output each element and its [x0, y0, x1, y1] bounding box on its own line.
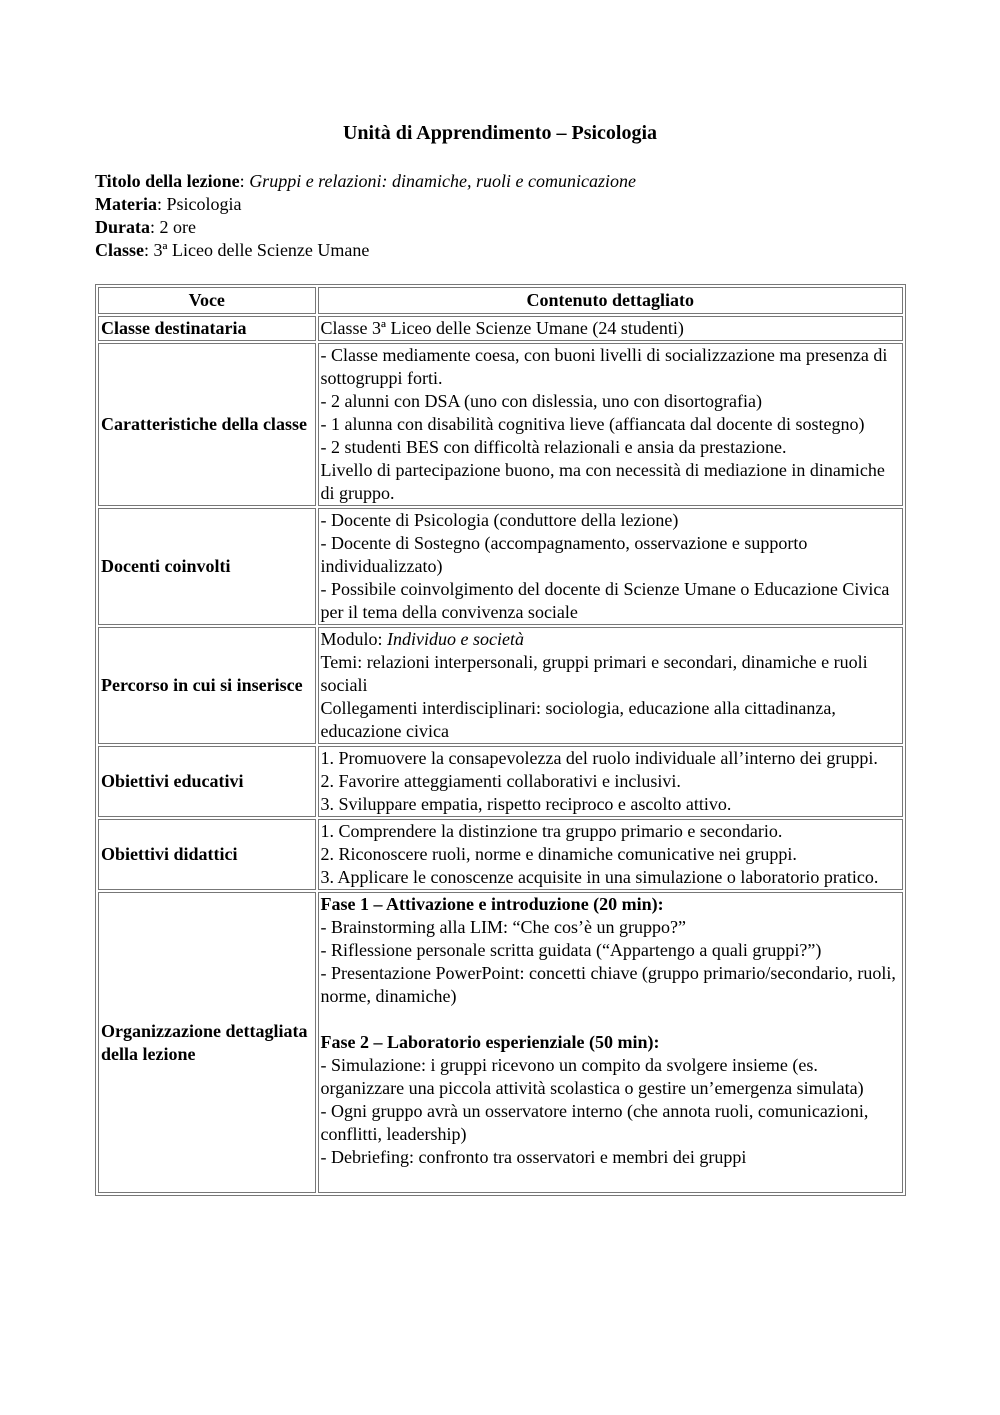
content-line: - Brainstorming alla LIM: “Che cos’è un gruppo?” — [320, 917, 686, 937]
content-line: - Classe mediamente coesa, con buoni livelli di socializzazione ma presenza di sottogruppi forti. — [320, 345, 888, 388]
row-label-organizzazione: Organizzazione dettagliata della lezione — [98, 892, 316, 1193]
modulo-value: Individuo e società — [387, 629, 525, 649]
modulo-label: Modulo: — [320, 629, 388, 649]
content-line: - Riflessione personale scritta guidata (“Appartengo a quali gruppi?”) — [320, 940, 822, 960]
meta-materia-value: Psicologia — [166, 194, 242, 214]
meta-titolo-value: Gruppi e relazioni: dinamiche, ruoli e comunicazione — [249, 171, 636, 191]
content-line: - Ogni gruppo avrà un osservatore interno (che annota ruoli, comunicazioni, conflitti, leadership) — [320, 1101, 869, 1144]
blank-line — [321, 1008, 900, 1031]
meta-classe: Classe: 3ª Liceo delle Scienze Umane — [95, 240, 370, 260]
row-content-docenti — [318, 508, 903, 625]
row-label-classe-destinataria: Classe destinataria — [98, 316, 316, 341]
content-line: Livello di partecipazione buono, ma con necessità di mediazione in dinamiche di gruppo. — [320, 460, 885, 503]
table-row — [98, 892, 903, 1193]
meta-materia-label: Materia — [95, 194, 157, 214]
content-line: - Docente di Sostegno (accompagnamento, osservazione e supporto individualizzato) — [320, 533, 808, 576]
row-label-docenti: Docenti coinvolti — [98, 508, 316, 625]
table-row — [98, 316, 903, 341]
content-line: - Simulazione: i gruppi ricevono un compito da svolgere insieme (es. organizzare una piccola attività scolastica o gestire un’emergenza simulata) — [320, 1055, 864, 1098]
meta-durata-label: Durata — [95, 217, 150, 237]
content-line: 2. Favorire atteggiamenti collaborativi e inclusivi. — [320, 771, 681, 791]
row-content-caratteristiche — [318, 343, 903, 506]
content-line: - Docente di Psicologia (conduttore della lezione) — [320, 510, 679, 530]
content-line: Temi: relazioni interpersonali, gruppi primari e secondari, dinamiche e ruoli sociali — [320, 652, 868, 695]
row-content-percorso — [318, 627, 903, 744]
content-line: - 1 alunna con disabilità cognitiva lieve (affiancata dal docente di sostegno) — [320, 414, 865, 434]
content-line: 1. Promuovere la consapevolezza del ruolo individuale all’interno dei gruppi. — [320, 748, 878, 768]
meta-classe-label: Classe — [95, 240, 144, 260]
content-line: 2. Riconoscere ruoli, norme e dinamiche comunicative nei gruppi. — [320, 844, 797, 864]
row-label-obiettivi-didattici: Obiettivi didattici — [98, 819, 316, 890]
lesson-table — [95, 284, 906, 1196]
blank-line — [321, 1169, 900, 1192]
content-line: 1. Comprendere la distinzione tra gruppo primario e secondario. — [320, 821, 783, 841]
fase1-title: Fase 1 – Attivazione e introduzione (20 min): — [320, 894, 664, 914]
modulo-line — [321, 628, 900, 651]
content-line: - Possibile coinvolgimento del docente di Scienze Umane o Educazione Civica per il tema della convivenza sociale — [320, 579, 890, 622]
row-label-caratteristiche: Caratteristiche della classe — [98, 343, 316, 506]
row-label-percorso: Percorso in cui si inserisce — [98, 627, 316, 744]
header-contenuto: Contenuto dettagliato — [318, 287, 903, 314]
meta-durata-value: 2 ore — [159, 217, 196, 237]
page-title: Unità di Apprendimento – Psicologia — [342, 122, 658, 144]
row-label-obiettivi-educativi: Obiettivi educativi — [98, 746, 316, 817]
lesson-meta — [95, 170, 915, 262]
meta-titolo: Titolo della lezione: Gruppi e relazioni: dinamiche, ruoli e comunicazione — [95, 171, 636, 191]
content-line: Classe 3ª Liceo delle Scienze Umane (24 studenti) — [320, 318, 684, 338]
content-line: 3. Applicare le conoscenze acquisite in una simulazione o laboratorio pratico. — [320, 867, 879, 887]
table-row — [98, 819, 903, 890]
table-row — [98, 508, 903, 625]
meta-titolo-label: Titolo della lezione — [95, 171, 240, 191]
table-header-row — [98, 287, 903, 314]
content-line: - 2 alunni con DSA (uno con dislessia, uno con disortografia) — [320, 391, 762, 411]
row-content-organizzazione — [318, 892, 903, 1193]
content-line: Collegamenti interdisciplinari: sociologia, educazione alla cittadinanza, educazione civica — [320, 698, 836, 741]
meta-durata: Durata: 2 ore — [95, 217, 196, 237]
table-row — [98, 343, 903, 506]
table-row — [98, 746, 903, 817]
fase2-title: Fase 2 – Laboratorio esperienziale (50 min): — [320, 1032, 660, 1052]
content-line: - Debriefing: confronto tra osservatori e membri dei gruppi — [320, 1147, 747, 1167]
meta-materia: Materia: Psicologia — [95, 194, 242, 214]
row-content-obiettivi-educativi — [318, 746, 903, 817]
content-line: - 2 studenti BES con difficoltà relazionali e ansia da prestazione. — [320, 437, 787, 457]
content-line: - Presentazione PowerPoint: concetti chiave (gruppo primario/secondario, ruoli, norme, dinamiche) — [320, 963, 896, 1006]
table-row — [98, 627, 903, 744]
content-line: 3. Sviluppare empatia, rispetto reciproco e ascolto attivo. — [320, 794, 732, 814]
meta-classe-value: 3ª Liceo delle Scienze Umane — [153, 240, 370, 260]
row-content-obiettivi-didattici — [318, 819, 903, 890]
row-content-classe-destinataria — [318, 316, 903, 341]
header-voce: Voce — [98, 287, 316, 314]
